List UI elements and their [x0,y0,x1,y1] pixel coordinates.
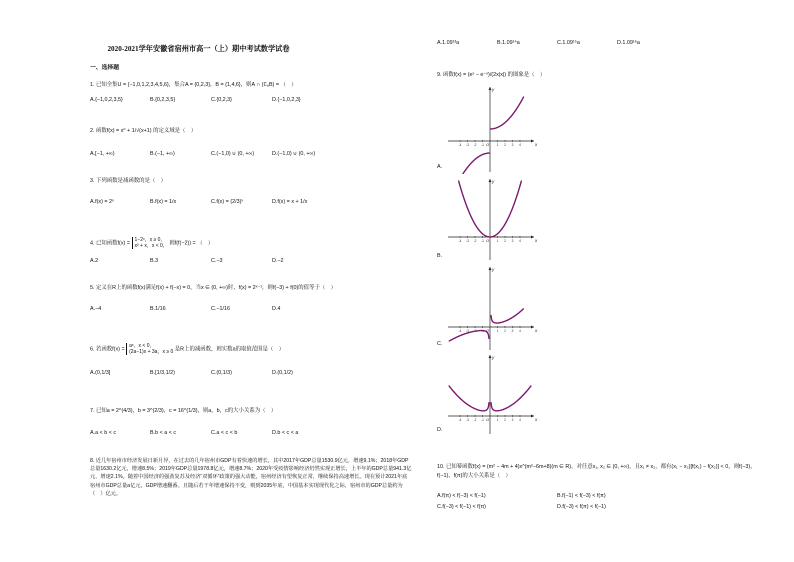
q6-stem-suffix: 是R上的减函数，则实数a的取值范围是（ ） [174,346,285,353]
q9-label-b: B. [437,253,443,259]
y-axis-label: y [492,267,495,272]
q8-option-d: D.1.09¹⁶a [617,40,640,46]
q6-piecewise-brace [126,343,173,355]
origin-label: O [486,238,490,243]
q10-option-a: A.f(π) < f(−3) < f(−1) [437,493,486,499]
x-tick-label: 2 [504,418,506,422]
q4-piecewise-brace [132,237,168,249]
x-axis-arrow [531,140,534,143]
x-tick-label: -1 [481,418,484,422]
x-tick-label: -1 [481,143,484,147]
q2-option-d: D.(−1,0) ∪ (0, +∞) [272,151,316,157]
x-tick-label: 3 [511,418,514,422]
q8-option-c: C.1.09¹⁵a [557,40,580,46]
question-8-stem: 8. 近几年宿州市经济发展日新月异，在过去的几年宿州市GDP有着快速的增长，其中2017年GDP总量1530.9亿元，增速9.1%；2018年GDP总量1630.2亿元，增速8.5%；2019年GDP总量1978.8亿元，增速8.7%；2020年受疫情影响经济仍然实现正增长，上半年的GDP总量941.3亿元，增速2.1%。随着中国经济的强劲复苏及经济“双循环”政策的强大动能，宿州经济有望恢复正常，继续保持高速增长。现在预计2021年底宿州市GDP总量a亿元，GDP增速翻番。且随后若干年增速保持不变，则到2035年底，中国基本实现现代化之际，宿州市的GDP总量约为（ ）亿元。 [90,458,412,497]
q6-case-1: aˣ，x < 0， [129,343,155,349]
question-10-stem: 10. 已知幂函数f(x) = (m² − 4m + 4)x^(m²−6m+8)(m ∈ R)，对任意x₁, x₂ ∈ (0, +∞)，且x₁ ≠ x₂，都有(x₁ − x₂)[f(x₁) − f(x₂)] < 0，则f(−3)，f(−1)，f(π)的大小关系是（ ） [437,464,756,479]
origin-label: O [486,417,490,422]
x-tick-label: 2 [504,143,506,147]
x-tick-label: 4 [519,418,521,422]
q4-option-d: D.−2 [272,258,284,264]
question-6-stem [90,343,284,355]
q9-label-c: C. [437,341,443,347]
y-axis-label: y [492,179,495,184]
q3-option-a: A.f(x) = 2ˣ [90,199,114,205]
x-tick-label: 4 [519,239,521,243]
x-axis-label: x [535,417,538,422]
q4-option-b: B.3 [150,258,159,264]
x-tick-label: 4 [519,143,521,147]
q7-option-a: A.a < b < c [90,430,117,436]
x-tick-label: 1 [496,143,499,147]
q4-stem-prefix: 4. 已知函数f(x) = [90,240,130,247]
graph-curve [490,97,523,129]
graph-c [440,264,540,352]
x-axis-arrow [531,236,534,239]
x-tick-label: -4 [458,329,462,333]
x-tick-label: 3 [511,239,514,243]
graph-curve [491,309,524,323]
x-tick-label: -1 [481,329,484,333]
question-9-stem: 9. 函数f(x) = (eˣ − e⁻ˣ)/(2x|x|) 的图象是（ ） [437,72,546,78]
x-tick-label: -3 [466,418,469,422]
q4-option-c: C.−3 [211,258,223,264]
x-axis-label: x [535,238,538,243]
x-tick-label: 1 [496,418,499,422]
section-heading: 一、选择题 [90,65,119,71]
q3-option-c: C.f(x) = (2/3)ˣ [211,199,244,205]
q5-option-c: C.−1/16 [211,306,231,312]
q7-option-b: B.b < a < c [150,430,177,436]
q10-option-b: B.f(−1) < f(−3) < f(π) [557,493,606,499]
q1-option-d: D.{−1,0,2,3} [272,97,301,103]
graph-curve [456,153,489,174]
q1-option-c: C.{0,2,3} [211,97,232,103]
x-tick-label: -3 [466,239,469,243]
q6-case-2: (2a−1)x + 3a，x ≥ 0 [129,349,174,355]
q4-case-2: x² + x，x < 0， [134,243,168,249]
x-tick-label: -3 [466,329,469,333]
q2-option-c: C.(−1,0) ∪ (0, +∞) [211,151,255,157]
q5-option-a: A.−4 [90,306,102,312]
q5-option-d: D.4 [272,306,281,312]
origin-label: O [486,328,490,333]
q3-option-d: D.f(x) = x + 1/x [272,199,308,205]
q5-option-b: B.1/16 [150,306,166,312]
x-tick-label: -2 [473,418,477,422]
q3-option-b: B.f(x) = 1/x [150,199,177,205]
x-tick-label: -4 [458,239,462,243]
x-tick-label: 3 [511,329,514,333]
x-axis-label: x [535,142,538,147]
q10-option-c: C.f(−3) < f(−1) < f(π) [437,504,486,510]
y-axis-label: y [492,87,495,92]
x-tick-label: 2 [504,239,506,243]
x-tick-label: 3 [511,143,514,147]
q2-option-b: B.(−1, +∞) [150,151,175,157]
x-axis-arrow [531,415,534,418]
question-1-stem: 1. 已知全集U = {−1,0,1,2,3,4,5,6}，集合A = {0,2,3}，B = {1,4,6}，则A ∩ (∁ᵤB) = （ ） [90,82,297,88]
q6-option-a: A.(0,1/3] [90,370,111,376]
q4-option-a: A.2 [90,258,99,264]
question-3-stem: 3. 下列函数是减函数的是（ ） [90,178,167,184]
q4-stem-suffix: 则f(f(−2)) = （ ） [169,240,214,247]
question-2-stem: 2. 函数f(x) = x⁰ + 1/√(x+1) 的定义域是（ ） [90,128,197,134]
q4-case-1: 1−2ˣ，x ≥ 0， [134,237,166,243]
question-7-stem: 7. 已知a = 2^(4/3)，b = 3^(2/3)，c = 16^(1/3)，则a，b，c的大小关系为（ ） [90,408,277,414]
q10-option-d: D.f(−3) < f(π) < f(−1) [557,504,606,510]
q7-option-c: C.a < c < b [211,430,238,436]
graph-b [440,176,540,262]
x-tick-label: 1 [496,329,499,333]
page-title: 2020-2021学年安徽省宿州市高一（上）期中考试数学试卷 [107,45,290,53]
q2-option-a: A.[−1, +∞) [90,151,115,157]
x-tick-label: -2 [473,239,477,243]
q8-option-a: A.1.09¹³a [437,40,460,46]
graph-a [440,84,540,174]
x-axis-arrow [531,326,534,329]
q8-option-b: B.1.09¹⁴a [497,40,520,46]
graph-curve [449,386,489,411]
y-axis-label: y [492,355,495,360]
q6-option-b: B.[1/3,1/2) [150,370,175,376]
x-tick-label: -4 [458,143,462,147]
question-4-stem [90,237,213,249]
graph-curve [491,386,531,411]
x-tick-label: -4 [458,418,462,422]
q7-option-d: D.b < c < a [272,430,299,436]
graph-d [440,352,540,436]
q6-option-d: D.(0,1/2) [272,370,293,376]
x-axis-label: x [535,328,538,333]
question-5-stem: 5. 定义在R上的函数f(x)满足f(x) + f(−x) = 0，当x ∈ (0, +∞)时，f(x) = 2ˣ⁻¹，则f(−3) + f(0)的值等于（ ） [90,285,337,291]
q6-option-c: C.(0,1/3) [211,370,232,376]
x-tick-label: 4 [519,329,521,333]
q1-option-b: B.{0,2,3,5} [150,97,176,103]
q1-option-a: A.{−1,0,2,3,5} [90,97,123,103]
x-tick-label: 2 [504,329,506,333]
x-tick-label: 1 [496,239,499,243]
q6-stem-prefix: 6. 若函数f(x) = [90,346,125,353]
origin-label: O [486,142,490,147]
q9-label-a: A. [437,164,443,170]
x-tick-label: -2 [473,329,477,333]
q9-label-d: D. [437,427,443,433]
x-tick-label: -2 [473,143,477,147]
x-tick-label: -3 [466,143,469,147]
x-tick-label: -1 [481,239,484,243]
